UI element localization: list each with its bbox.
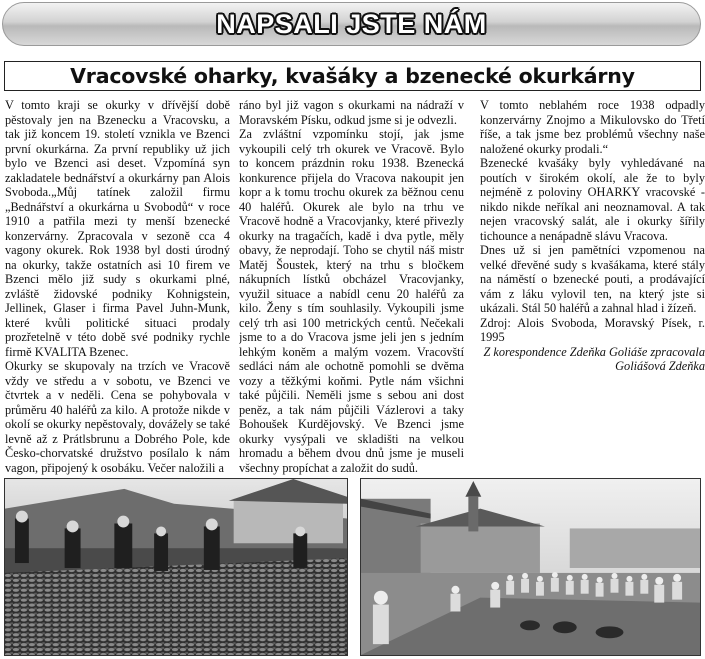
article-paragraph: Dnes už si jen pamětníci vzpomenou na velké dřevěné sudy s kvašákama, které stály na náměstí o bzenecké pouti, a prodávající vám z láku vylovil ten, na který jste si ukázali. Stál 50 haléřů a zahnal hlad i žízeň. (480, 243, 705, 315)
article-column-2 (239, 98, 464, 478)
photo-village-market-crowd (360, 478, 701, 656)
photo-village-market-crowd-icon (361, 479, 700, 655)
article-paragraph: Za zvláštní vzpomínku stojí, jak jsme vykoupili celý trh okurek ve Vracově. Bylo to koncem prázdnin roku 1938. Bzenecká konkurence přijela do Vracova nakoupit jen kopr a k tomu trochu okurek za běžnou cenu 40 haléřů. Okurek ale bylo na trhu ve Vracově hodně a Vracovjanky, které přivezly okurky na tragačích, kadě i dva pytle, měly obavy, že neprodají. Toho se chytil náš mistr Matěj Šoustek, který na trhu s bločkem nákupních lístků obcházel Vracovjanky, využil situace a nabídl cenu 20 haléřů za kilo. Ženy s tím souhlasily. Vykoupili jsme celý trh asi 100 metrických centů. Nečekali jsme to a do Vracova jsme jeli jen s jedním lehkým koněm a malým vozem. Vracovští sedláci nám ale ochotně pomohli se dvěma vozy a těžkými koňmi. Pytle nám všichni také půjčili. Neměli jsme s sebou ani dost peněz, a tak nám půjčili Vázlerovi a taky Bohoušek Kurdějovský. Ve Bzenci jsme okurky vysýpali ve skladišti na velkou hromadu a během dvou dnů jsme je museli všechny propíchat a založit do sudů. (239, 127, 464, 475)
article-paragraph: Zdroj: Alois Svoboda, Moravský Písek, r. 1995 (480, 315, 705, 344)
article-credit: Z korespondence Zdeňka Goliáše zpracovala Goliášová Zdeňka (483, 344, 705, 373)
article-column-1 (5, 98, 230, 478)
article-column-3 (480, 98, 705, 478)
article-paragraph: V tomto neblahém roce 1938 odpadly konzervárny Znojmo a Mikulovsko do Třetí říše, a tak jsme bez problémů všechny naše naložené okurky prodali.“ (480, 98, 705, 156)
article-paragraph: Okurky se skupovaly na trzích ve Vracově vždy ve středu a v sobotu, ve Bzenci ve čtvrtek a v neděli. Cena se pohybovala v průměru 40 haléřů za kilo. A protože nikde v okolí se okurky nepěstovaly, dovážely se také levně až z Prátlsbrunu a Dobrého Pole, kde Česko-chorvatské družstvo posílalo k nám vagon, připojený k osobáku. Večer naložili a (5, 359, 230, 475)
headline-box (4, 61, 701, 91)
article-headline: Vracovské oharky, kvašáky a bzenecké okurkárny (70, 64, 635, 88)
article-paragraph: V tomto kraji se okurky v dřívější době pěstovaly jen na Bzenecku a Vracovsku, a tak již koncem 19. století vznikla ve Bzenci první okurkárna. Za první republiky už jich bylo ve Bzenci asi deset. Vzpomíná syn zakladatele bednářství a okurkárny pan Alois Svoboda.„Můj tatínek založil firmu „Bednářství a okurkárna u Svobodů“ v roce 1910 a patřila mezi ty menší bzenecké konzervárny. Zpracovala v sezoně cca 4 vagony okurek. Rok 1938 byl dosti úrodný na okurky, takže ostatních asi 10 firem ve Bzenci mělo již sudy s okurkami plné, zvláště židovské podniky Kohnigstein, Jellinek, Glaser i firma Pavel Juhn-Munk, které kvůli politické situaci prodaly prozřetelně v této době své podniky rychle firmě KVALITA Bzenec. (5, 98, 230, 359)
section-banner (2, 2, 701, 46)
photo-cucumber-pile (4, 478, 348, 656)
article-paragraph: ráno byl již vagon s okurkami na nádraží v Moravském Písku, odkud jsme si je odvezli. (239, 98, 464, 127)
article-paragraph: Bzenecké kvašáky byly vyhledávané na poutích v širokém okolí, ale že to byly nejméně z poloviny OHARKY vracovské - nikdo nikde neříkal ani neoznamoval. A tak nejen vracovský salát, ale i okurky šířily tichounce a nenápadně slávu Vracova. (480, 156, 705, 243)
section-title: NAPSALI JSTE NÁM (216, 8, 487, 39)
photo-cucumber-pile-icon (5, 479, 347, 655)
